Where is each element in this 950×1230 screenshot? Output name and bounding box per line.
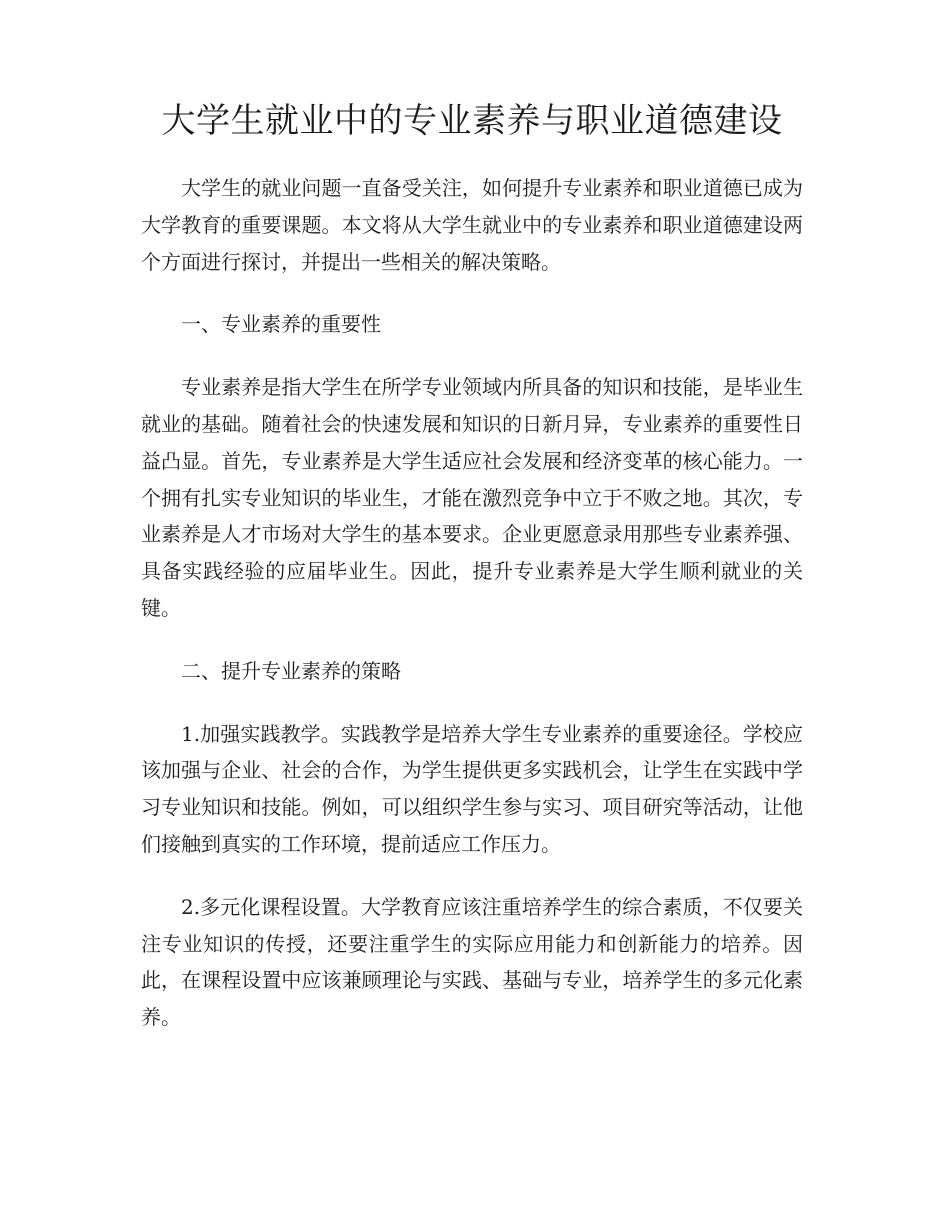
section-heading-strategies: 二、提升专业素养的策略 [181,658,401,683]
section-body-professional-quality: 专业素养是指大学生在所学专业领域内所具备的知识和技能，是毕业生就业的基础。随着社会的快速发展和知识的日新月异，专业素养的重要性日益凸显。首先，专业素养是大学生适应社会发展和经济变革的核心能力。一个拥有扎实专业知识的毕业生，才能在激烈竞争中立于不败之地。其次，专业素养是人才市场对大学生的基本要求。企业更愿意录用那些专业素养强、具备实践经验的应届毕业生。因此，提升专业素养是大学生顺利就业的关键。 [141,375,803,620]
section-heading-professional-quality: 一、专业素养的重要性 [181,312,381,337]
strategy-item-practice-teaching: 1.加强实践教学。实践教学是培养大学生专业素养的重要途径。学校应该加强与企业、社会的合作，为学生提供更多实践机会，让学生在实践中学习专业知识和技能。例如，可以组织学生参与实习、项目研究等活动，让他们接触到真实的工作环境，提前适应工作压力。 [141,721,803,856]
document-title: 大学生就业中的专业素养与职业道德建设 [161,101,783,141]
strategy-item-diversified-curriculum: 2.多元化课程设置。大学教育应该注重培养学生的综合素质，不仅要关注专业知识的传授，还要注重学生的实际应用能力和创新能力的培养。因此，在课程设置中应该兼顾理论与实践、基础与专业，培养学生的多元化素养。 [141,894,803,1030]
intro-paragraph: 大学生的就业问题一直备受关注，如何提升专业素养和职业道德已成为大学教育的重要课题。本文将从大学生就业中的专业素养和职业道德建设两个方面进行探讨，并提出一些相关的解决策略。 [141,176,803,274]
document-page [141,96,803,1062]
